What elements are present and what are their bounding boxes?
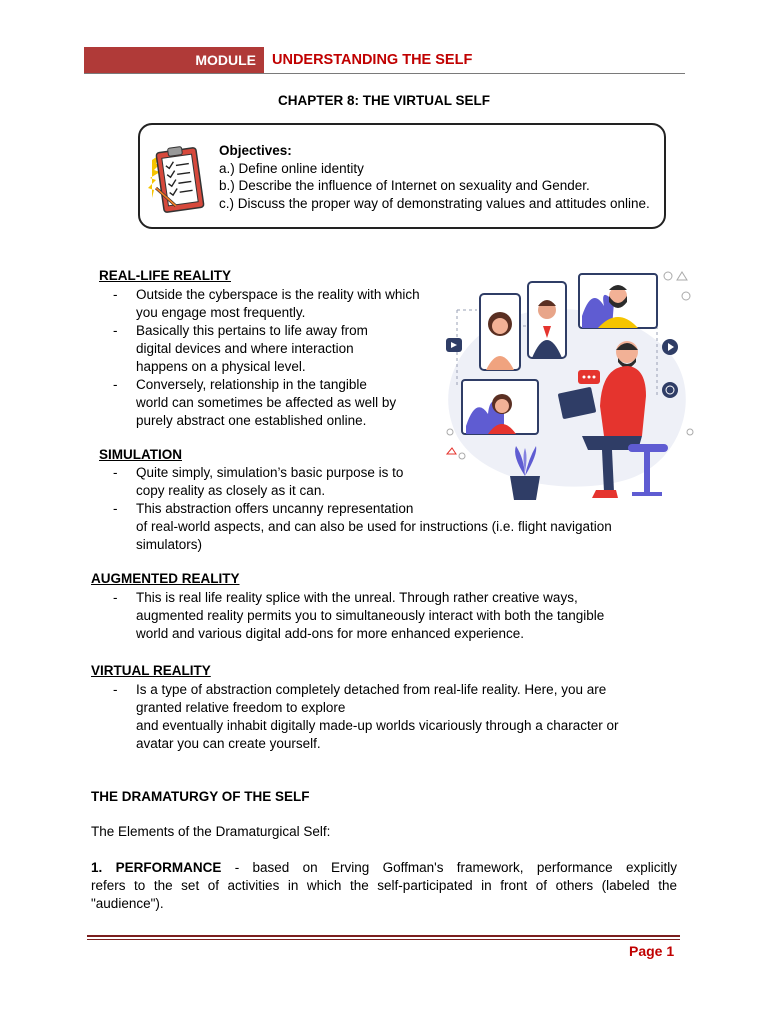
section-heading-simulation: SIMULATION bbox=[99, 447, 182, 462]
list-item: - This is real life reality splice with the unreal. Through rather creative ways, augmented reality permits you to simultaneously interact with both the tangible world and various digital add-ons for more enhanced experience. bbox=[113, 590, 605, 641]
header-divider bbox=[84, 73, 685, 74]
augmented-list bbox=[113, 589, 693, 643]
section-heading-augmented: AUGMENTED REALITY bbox=[91, 571, 240, 586]
virtual-list bbox=[113, 681, 693, 753]
footer-divider bbox=[87, 935, 680, 937]
section-heading-virtual: VIRTUAL REALITY bbox=[91, 663, 211, 678]
list-item: - Quite simply, simulation’s basic purpose is to copy reality as closely as it can. bbox=[113, 465, 404, 498]
performance-term: 1. PERFORMANCE bbox=[91, 860, 222, 875]
real-life-list bbox=[113, 286, 453, 430]
objectives-heading: Objectives: bbox=[219, 143, 292, 158]
objective-item: b.) Describe the influence of Internet on sexuality and Gender. bbox=[219, 178, 590, 193]
module-label: MODULE bbox=[195, 52, 256, 68]
list-item: - Is a type of abstraction completely detached from real-life reality. Here, you are granted relative freedom to explore and eventually inhabit digitally made-up worlds vicariously through a character or avatar you can create yourself. bbox=[113, 682, 619, 751]
section-heading-real-life: REAL-LIFE REALITY bbox=[99, 268, 231, 283]
module-title: UNDERSTANDING THE SELF bbox=[272, 52, 473, 68]
performance-paragraph: 1. PERFORMANCE - based on Erving Goffman's framework, performance explicitly refers to the set of activities in which the self-participated in front of others (labeled the "audience"). bbox=[91, 860, 678, 911]
list-item: - This abstraction offers uncanny representation of real-world aspects, and can also be used for instructions (i.e. flight navigation simulators) bbox=[113, 501, 612, 552]
page-number: Page 1 bbox=[629, 943, 675, 959]
list-item: - Basically this pertains to life away from digital devices and where interaction happens on a physical level. bbox=[113, 323, 368, 374]
chapter-title: CHAPTER 8: THE VIRTUAL SELF bbox=[277, 93, 490, 108]
dramaturgy-intro: The Elements of the Dramaturgical Self: bbox=[91, 824, 331, 839]
objective-item: c.) Discuss the proper way of demonstrating values and attitudes online. bbox=[219, 195, 650, 211]
video-call-illustration bbox=[432, 266, 702, 502]
objectives-list bbox=[219, 142, 650, 212]
clipboard-checklist-icon bbox=[146, 140, 208, 216]
list-item: - Conversely, relationship in the tangible world can sometimes be affected as well by purely abstract one established online. bbox=[113, 377, 397, 428]
objective-item: a.) Define online identity bbox=[219, 160, 364, 176]
footer-divider-thin bbox=[87, 939, 680, 940]
list-item: - Outside the cyberspace is the reality with which you engage most frequently. bbox=[113, 287, 420, 320]
dramaturgy-heading: THE DRAMATURGY OF THE SELF bbox=[91, 789, 310, 804]
